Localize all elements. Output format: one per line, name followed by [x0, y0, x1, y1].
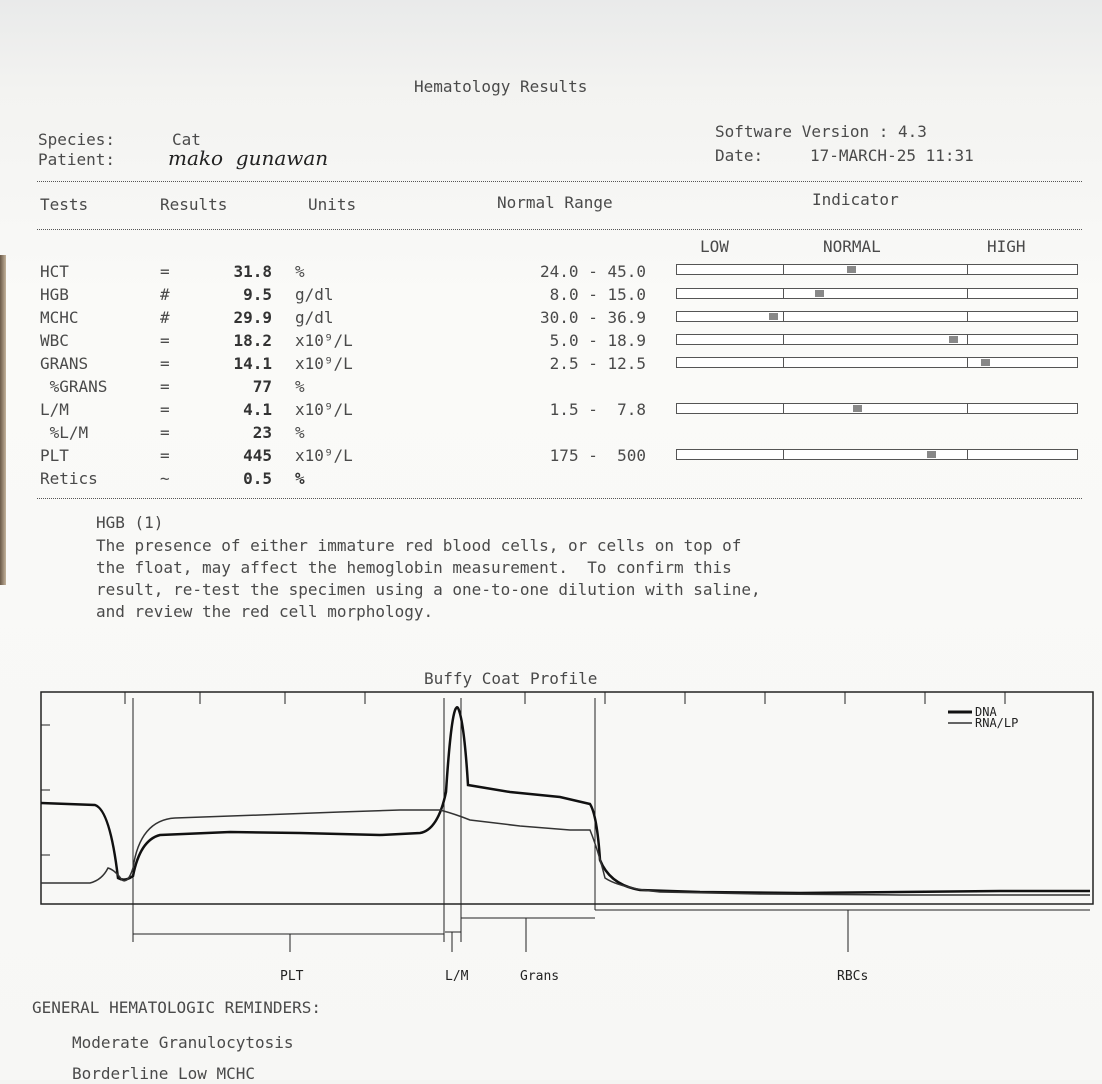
result-value: 18.2 [233, 331, 272, 350]
indicator-segment-divider [967, 358, 968, 367]
result-flag: = [160, 423, 170, 442]
result-value: 23 [252, 423, 272, 442]
indicator-marker [815, 290, 824, 297]
patient-label: Patient: [38, 150, 116, 169]
chart-legend [948, 705, 1018, 730]
species-label: Species: [38, 130, 116, 149]
region-labels [280, 969, 868, 984]
test-name: Retics [40, 469, 98, 488]
indicator-marker [769, 313, 778, 320]
indicator-low-label: LOW [700, 237, 729, 256]
result-value: 77 [252, 377, 272, 396]
indicator-segment-divider [783, 289, 784, 298]
result-value: 29.9 [233, 308, 272, 327]
normal-range: 1.5 - 7.8 [549, 400, 646, 419]
software-version: Software Version : 4.3 [715, 122, 927, 141]
top-ticks [41, 692, 1005, 855]
result-unit: x10⁹/L [295, 331, 353, 350]
region-label-plt: PLT [280, 969, 304, 984]
note-heading: HGB (1) [96, 513, 164, 532]
result-flag: = [160, 446, 170, 465]
date-label: Date: [715, 146, 764, 165]
indicator-marker [981, 359, 990, 366]
header-units: Units [308, 195, 357, 214]
dna-series-line [41, 707, 1090, 893]
note-line: result, re-test the specimen using a one-to-one dilution with saline, [96, 580, 761, 599]
indicator-segment-divider [783, 265, 784, 274]
result-unit: % [295, 262, 305, 281]
normal-range: 8.0 - 15.0 [549, 285, 646, 304]
indicator-normal-label: NORMAL [823, 237, 881, 256]
indicator-bar [676, 357, 1078, 368]
reminders-heading: GENERAL HEMATOLOGIC REMINDERS: [32, 998, 321, 1017]
test-name: %GRANS [40, 377, 108, 396]
legend-dna: DNA [975, 705, 997, 719]
indicator-segment-divider [783, 335, 784, 344]
indicator-segment-divider [967, 289, 968, 298]
normal-range: 30.0 - 36.9 [540, 308, 646, 327]
indicator-segment-divider [967, 312, 968, 321]
note-line: The presence of either immature red blood cells, or cells on top of [96, 536, 742, 555]
result-unit: % [295, 423, 305, 442]
result-flag: = [160, 331, 170, 350]
normal-range: 24.0 - 45.0 [540, 262, 646, 281]
test-name: HCT [40, 262, 69, 281]
result-flag: = [160, 377, 170, 396]
header-divider [37, 181, 1082, 182]
result-flag: = [160, 354, 170, 373]
indicator-segment-divider [967, 265, 968, 274]
indicator-segment-divider [783, 450, 784, 459]
indicator-bar [676, 311, 1078, 322]
indicator-marker [949, 336, 958, 343]
normal-range: 2.5 - 12.5 [549, 354, 646, 373]
indicator-segment-divider [783, 358, 784, 367]
test-name: PLT [40, 446, 69, 465]
result-flag: # [160, 308, 170, 327]
date-value: 17-MARCH-25 11:31 [810, 146, 974, 165]
test-name: MCHC [40, 308, 79, 327]
result-flag: = [160, 262, 170, 281]
patient-name: mako gunawan [168, 146, 329, 170]
buffy-coat-chart [0, 680, 1102, 1000]
chart-title: Buffy Coat Profile [424, 669, 598, 688]
table-header-divider [37, 229, 1082, 230]
indicator-segment-divider [783, 404, 784, 413]
legend-rna-lp: RNA/LP [975, 716, 1019, 730]
region-dividers [133, 698, 1090, 952]
result-unit: % [295, 377, 305, 396]
indicator-marker [927, 451, 936, 458]
table-bottom-divider [37, 498, 1082, 499]
indicator-segment-divider [967, 450, 968, 459]
indicator-segment-divider [967, 335, 968, 344]
paper-edge [0, 255, 6, 585]
normal-range: 175 - 500 [549, 446, 646, 465]
header-normal-range: Normal Range [497, 193, 613, 212]
note-line: the float, may affect the hemoglobin measurement. To confirm this [96, 558, 732, 577]
indicator-bar [676, 288, 1078, 299]
result-unit: x10⁹/L [295, 446, 353, 465]
result-value: 0.5 [243, 469, 272, 488]
result-unit: % [295, 469, 305, 488]
header-tests: Tests [40, 195, 89, 214]
result-unit: x10⁹/L [295, 400, 353, 419]
result-unit: g/dl [295, 285, 334, 304]
indicator-high-label: HIGH [987, 237, 1026, 256]
indicator-segment-divider [967, 404, 968, 413]
header-results: Results [160, 195, 228, 214]
result-value: 31.8 [233, 262, 272, 281]
result-value: 14.1 [233, 354, 272, 373]
indicator-marker [853, 405, 862, 412]
result-unit: x10⁹/L [295, 354, 353, 373]
result-value: 4.1 [243, 400, 272, 419]
result-value: 445 [243, 446, 272, 465]
rna-lp-series-line [41, 810, 1090, 895]
reminder-item: Borderline Low MCHC [72, 1064, 256, 1083]
test-name: GRANS [40, 354, 89, 373]
region-label-lm: L/M [445, 969, 469, 984]
indicator-bar [676, 334, 1078, 345]
species-value: Cat [172, 130, 201, 149]
indicator-marker [847, 266, 856, 273]
header-indicator: Indicator [812, 190, 899, 209]
test-name: WBC [40, 331, 69, 350]
result-unit: g/dl [295, 308, 334, 327]
test-name: %L/M [40, 423, 89, 442]
indicator-segment-divider [783, 312, 784, 321]
indicator-bar [676, 264, 1078, 275]
test-name: HGB [40, 285, 69, 304]
result-flag: ~ [160, 469, 170, 488]
result-value: 9.5 [243, 285, 272, 304]
note-line: and review the red cell morphology. [96, 602, 434, 621]
region-label-grans: Grans [520, 969, 560, 984]
indicator-bar [676, 403, 1078, 414]
normal-range: 5.0 - 18.9 [549, 331, 646, 350]
reminder-item: Moderate Granulocytosis [72, 1033, 294, 1052]
test-name: L/M [40, 400, 69, 419]
result-flag: = [160, 400, 170, 419]
report-title: Hematology Results [414, 77, 588, 96]
result-flag: # [160, 285, 170, 304]
region-label-rbcs: RBCs [837, 969, 869, 984]
indicator-bar [676, 449, 1078, 460]
